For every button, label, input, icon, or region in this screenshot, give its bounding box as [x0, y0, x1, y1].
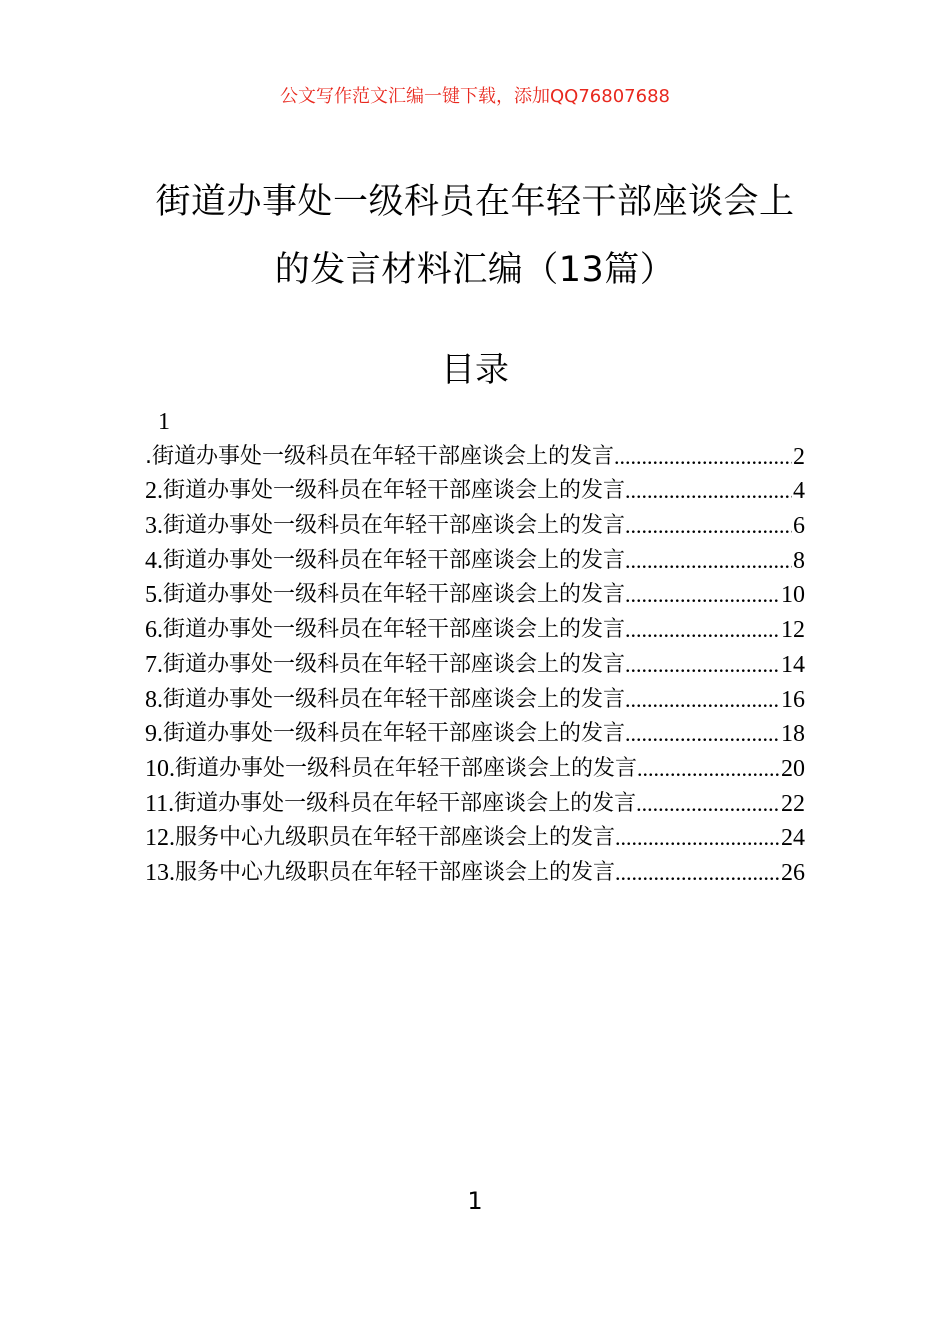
toc-entry-label: 街道办事处一级科员在年轻干部座谈会上的发言 [163, 547, 626, 573]
toc-entry-number: 2. [145, 478, 163, 505]
toc-entry-number: 11. [145, 790, 175, 817]
toc-entry-page: 26 [781, 859, 805, 886]
toc-entry-label: .街道办事处一级科员在年轻干部座谈会上的发言 [145, 443, 614, 469]
toc-entry-label: 街道办事处一级科员在年轻干部座谈会上的发言 [175, 755, 638, 781]
toc-entry-number: 12. [145, 825, 175, 852]
toc-entry-leader-dots [625, 717, 780, 752]
toc-entry[interactable] [145, 717, 805, 752]
toc-entry-label: 服务中心九级职员在年轻干部座谈会上的发言 [175, 859, 616, 885]
toc-heading: 目录 [441, 350, 509, 390]
toc-entry-leader-dots [625, 648, 780, 683]
toc-entry-number: 4. [145, 547, 163, 574]
toc-entry-label: 街道办事处一级科员在年轻干部座谈会上的发言 [163, 478, 626, 504]
toc-entry-number: 10. [145, 755, 175, 782]
toc-entry-leader-dots [625, 544, 792, 579]
toc-entry[interactable] [145, 578, 805, 613]
toc-entry[interactable] [145, 856, 805, 891]
toc-entry-page: 6 [793, 513, 805, 540]
toc-entry-page: 20 [781, 755, 805, 782]
toc-entry-page: 18 [781, 721, 805, 748]
download-banner: 公文写作范文汇编一键下载，添加QQ76807688 [280, 86, 670, 107]
toc-entry-page: 24 [781, 825, 805, 852]
toc-entry-page: 14 [781, 651, 805, 678]
toc-entry-leader-dots [637, 752, 780, 787]
toc-entry-label: 街道办事处一级科员在年轻干部座谈会上的发言 [174, 790, 637, 816]
toc-entry[interactable] [145, 440, 805, 475]
toc-entry-page: 12 [781, 617, 805, 644]
toc-entry-label: 服务中心九级职员在年轻干部座谈会上的发言 [175, 825, 616, 851]
toc-entry[interactable] [145, 544, 805, 579]
toc-entry-leader-dots [636, 787, 780, 822]
toc-entry-leader-dots [615, 856, 780, 891]
toc-entries [145, 440, 805, 891]
toc-entry-page: 16 [781, 686, 805, 713]
toc-entry-leader-dots [625, 613, 780, 648]
toc-entry[interactable] [145, 613, 805, 648]
toc-entry-label: 街道办事处一级科员在年轻干部座谈会上的发言 [163, 513, 626, 539]
toc-entry-leader-dots [614, 440, 792, 475]
toc-entry[interactable] [145, 752, 805, 787]
toc-first-number: 1 [158, 409, 170, 435]
page-number: 1 [467, 1187, 483, 1215]
document-title [60, 168, 890, 304]
toc-entry[interactable] [145, 509, 805, 544]
toc-entry[interactable] [145, 683, 805, 718]
toc-entry[interactable] [145, 648, 805, 683]
title-line-2: 的发言材料汇编（13篇） [274, 250, 676, 290]
toc-entry-page: 4 [793, 478, 805, 505]
toc-entry-number: 8. [145, 686, 163, 713]
title-line-1: 街道办事处一级科员在年轻干部座谈会上 [155, 182, 795, 222]
toc-entry-leader-dots [625, 509, 792, 544]
toc-entry-number: 9. [145, 721, 163, 748]
toc-entry-label: 街道办事处一级科员在年轻干部座谈会上的发言 [163, 686, 626, 712]
toc-entry-page: 2 [793, 443, 805, 470]
toc-entry-leader-dots [625, 474, 792, 509]
toc-entry-number: 13. [145, 859, 175, 886]
toc-entry-label: 街道办事处一级科员在年轻干部座谈会上的发言 [163, 582, 626, 608]
toc-entry-number: 3. [145, 513, 163, 540]
toc-entry-page: 22 [781, 790, 805, 817]
toc-entry[interactable] [145, 821, 805, 856]
table-of-contents [145, 405, 805, 891]
toc-entry-number: 6. [145, 617, 163, 644]
toc-entry-label: 街道办事处一级科员在年轻干部座谈会上的发言 [163, 721, 626, 747]
toc-entry-leader-dots [615, 821, 780, 856]
toc-entry-number: 5. [145, 582, 163, 609]
toc-entry-label: 街道办事处一级科员在年轻干部座谈会上的发言 [163, 651, 626, 677]
toc-entry[interactable] [145, 474, 805, 509]
toc-entry-page: 10 [781, 582, 805, 609]
toc-entry-page: 8 [793, 547, 805, 574]
toc-entry[interactable] [145, 787, 805, 822]
toc-entry-leader-dots [625, 683, 780, 718]
toc-entry-label: 街道办事处一级科员在年轻干部座谈会上的发言 [163, 617, 626, 643]
toc-entry-leader-dots [625, 578, 780, 613]
toc-entry-number: 7. [145, 651, 163, 678]
